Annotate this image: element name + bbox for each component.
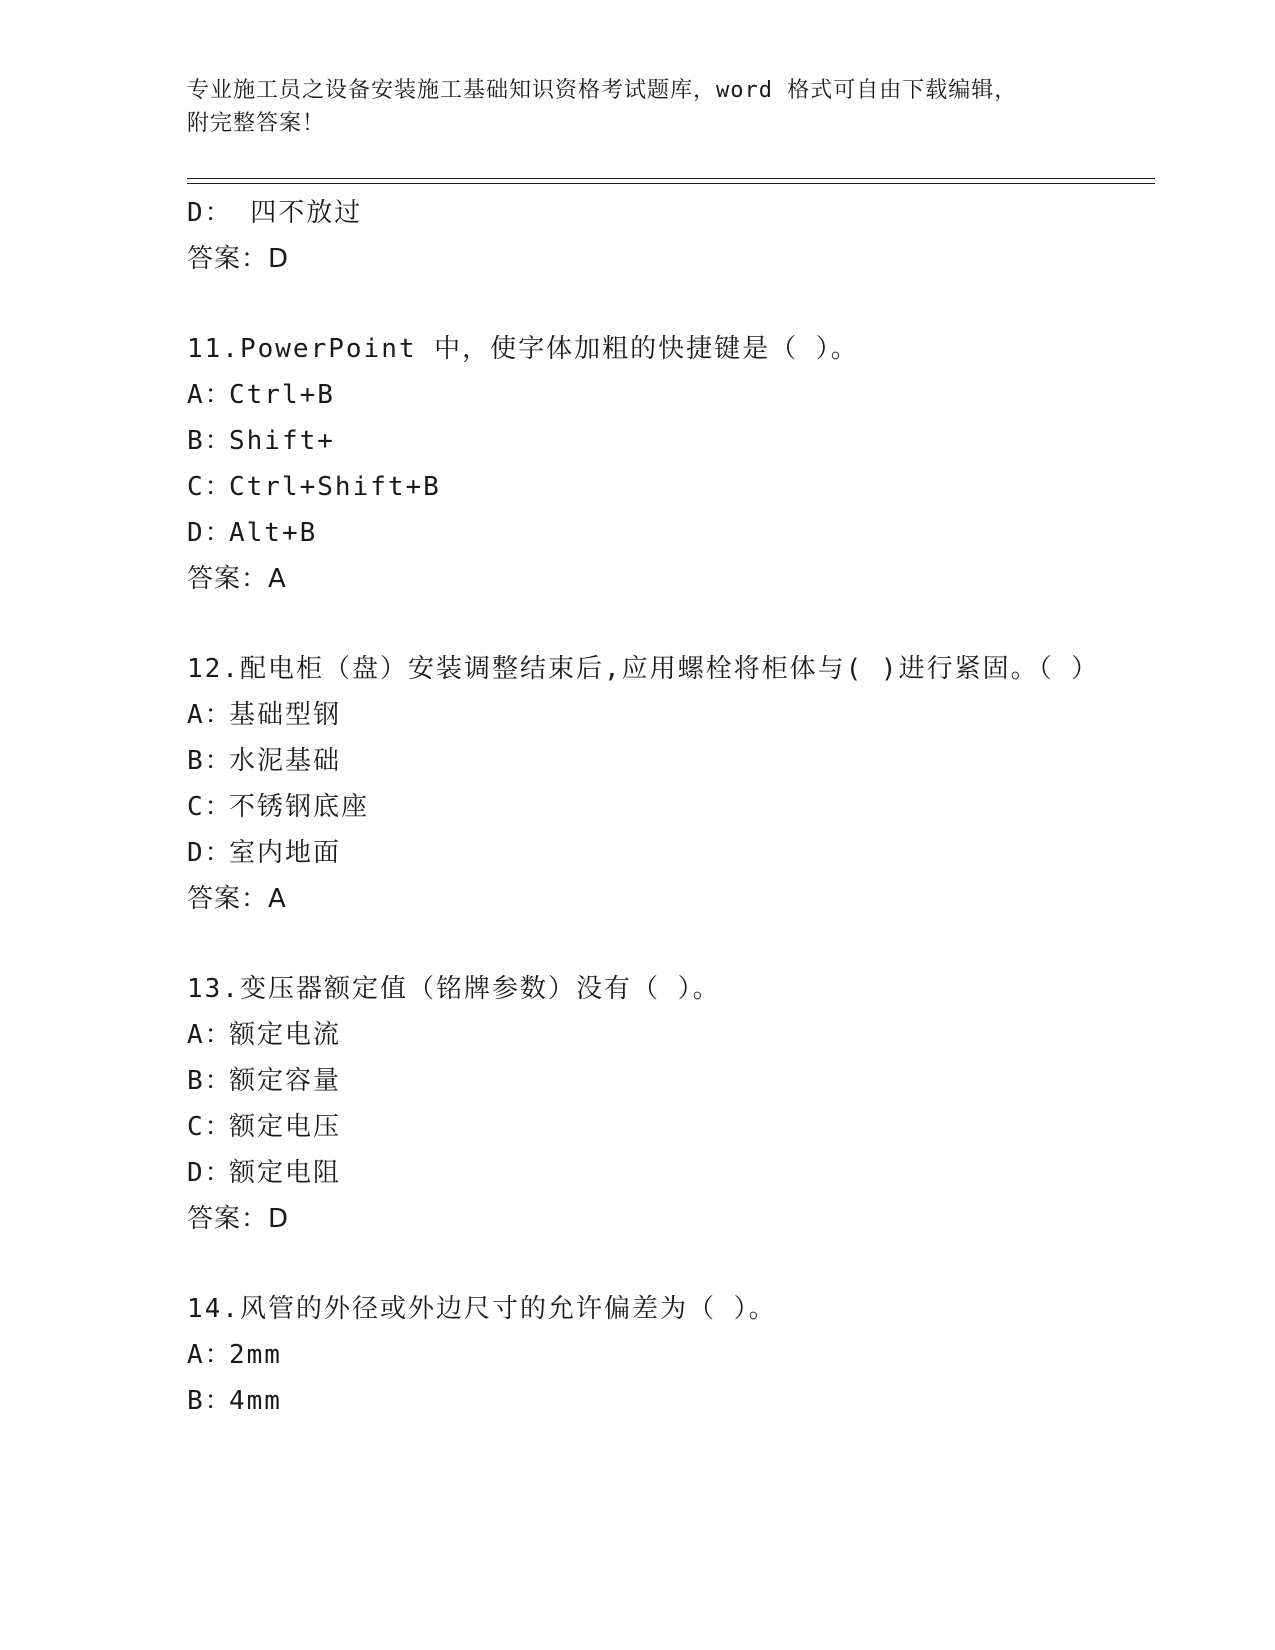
spacer — [187, 602, 1087, 646]
option-text: Shift+ — [229, 426, 335, 456]
header-line-1: 专业施工员之设备安装施工基础知识资格考试题库，word 格式可自由下载编辑， — [187, 78, 1018, 103]
option-letter: A： — [187, 1340, 233, 1370]
question-14 — [187, 1286, 1087, 1332]
option-text: 水泥基础 — [229, 746, 342, 776]
spacer — [187, 282, 1087, 326]
option-c — [187, 1104, 1087, 1150]
question-text: 配电柜（盘）安装调整结束后,应用螺栓将柜体与( )进行紧固。（ ） — [239, 654, 1100, 684]
spacer — [187, 922, 1087, 966]
option-letter: B： — [187, 426, 233, 456]
option-d — [187, 510, 1087, 556]
option-text: 4mm — [229, 1386, 282, 1416]
option-letter: D： — [187, 518, 233, 548]
question-text: 变压器额定值（铭牌参数）没有（ ）。 — [239, 974, 721, 1004]
option-b — [187, 738, 1087, 784]
question-number: 14. — [187, 1294, 240, 1324]
answer-12: 答案：A — [187, 884, 287, 914]
question-number: 13. — [187, 974, 240, 1004]
header-divider-top — [187, 178, 1155, 179]
question-13 — [187, 966, 1087, 1012]
option-letter: A： — [187, 380, 233, 410]
option-letter: A： — [187, 700, 233, 730]
option-text: 额定电阻 — [229, 1158, 342, 1188]
option-a — [187, 372, 1087, 418]
question-11 — [187, 326, 1087, 372]
option-letter: D： — [187, 1158, 233, 1188]
option-c — [187, 784, 1087, 830]
option-a — [187, 692, 1087, 738]
option-d — [187, 1150, 1087, 1196]
question-text: PowerPoint 中，使字体加粗的快捷键是（ ）。 — [239, 334, 859, 364]
option-text: 额定容量 — [229, 1066, 342, 1096]
option-text: 不锈钢底座 — [229, 792, 370, 822]
document-header — [187, 74, 1067, 140]
header-divider-bottom — [187, 183, 1155, 184]
header-line-2: 附完整答案！ — [187, 111, 326, 136]
option-letter: A： — [187, 1020, 233, 1050]
answer-13: 答案：D — [187, 1204, 290, 1234]
option-text: 室内地面 — [229, 838, 342, 868]
option-letter: C： — [187, 1112, 233, 1142]
answer-11: 答案：A — [187, 564, 287, 594]
option-text: Ctrl+Shift+B — [229, 472, 441, 502]
prev-answer: 答案：D — [187, 244, 290, 274]
option-c — [187, 464, 1087, 510]
option-text: 额定电流 — [229, 1020, 342, 1050]
spacer — [187, 1242, 1087, 1286]
option-text: Ctrl+B — [229, 380, 335, 410]
question-text: 风管的外径或外边尺寸的允许偏差为（ ）。 — [239, 1294, 777, 1324]
question-12 — [187, 646, 1109, 692]
question-number: 11. — [187, 334, 240, 364]
prev-option-d: D： 四不放过 — [187, 198, 363, 228]
option-letter: B： — [187, 746, 233, 776]
option-d — [187, 830, 1087, 876]
option-text: Alt+B — [229, 518, 318, 548]
question-number: 12. — [187, 654, 240, 684]
option-letter: D： — [187, 838, 233, 868]
option-a — [187, 1012, 1087, 1058]
option-letter: B： — [187, 1386, 233, 1416]
question-list — [187, 190, 1100, 1424]
option-letter: C： — [187, 472, 233, 502]
option-b — [187, 1378, 1087, 1424]
option-letter: C： — [187, 792, 233, 822]
option-a — [187, 1332, 1087, 1378]
option-b — [187, 418, 1087, 464]
option-text: 2mm — [229, 1340, 282, 1370]
option-text: 基础型钢 — [229, 700, 342, 730]
option-b — [187, 1058, 1087, 1104]
option-letter: B： — [187, 1066, 233, 1096]
option-text: 额定电压 — [229, 1112, 342, 1142]
